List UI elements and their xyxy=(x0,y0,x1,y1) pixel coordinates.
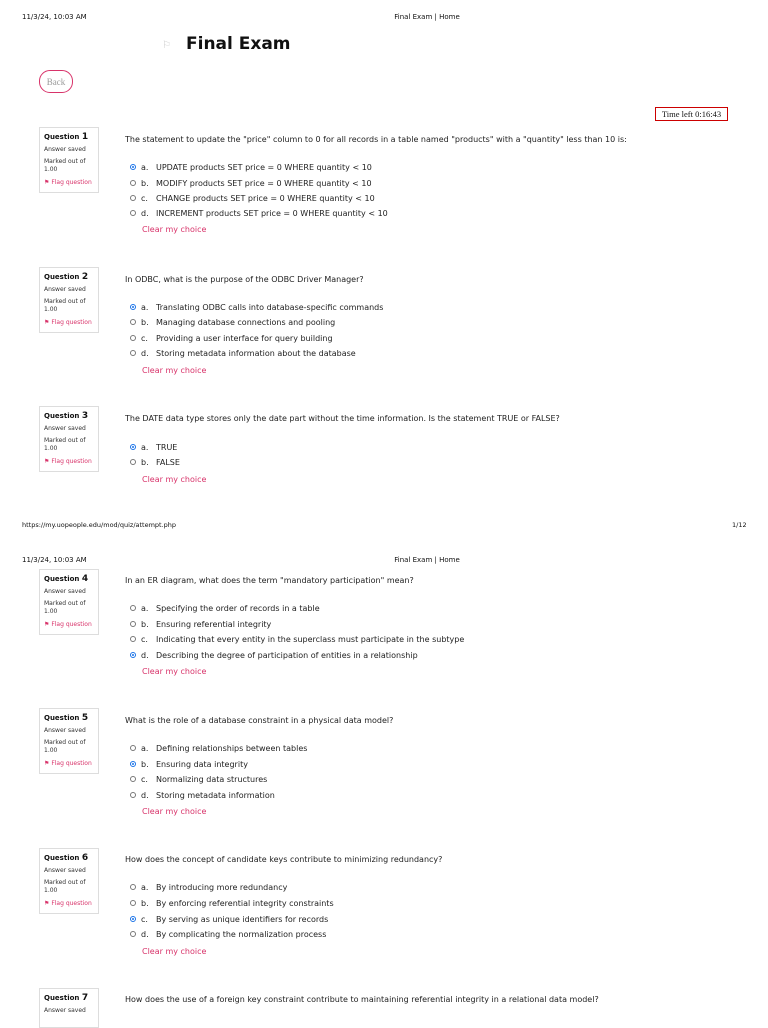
question-text-2: In ODBC, what is the purpose of the ODBC Driver Manager? xyxy=(125,275,364,284)
print-header-2 xyxy=(0,556,768,570)
question-state: Answer saved xyxy=(44,286,86,293)
option-3a[interactable]: a. TRUE xyxy=(130,441,177,453)
radio[interactable] xyxy=(130,210,136,216)
question-state: Answer saved xyxy=(44,146,86,153)
option-6a[interactable]: a. By introducing more redundancy xyxy=(130,881,287,893)
print-page-number: 1/12 xyxy=(732,521,747,529)
question-info-7 xyxy=(39,988,99,1028)
radio[interactable] xyxy=(130,195,136,201)
question-number: Question 4 xyxy=(44,574,89,584)
question-info-5 xyxy=(39,708,99,774)
question-number: Question 7 xyxy=(44,993,89,1003)
question-info-6 xyxy=(39,848,99,914)
option-5d[interactable]: d. Storing metadata information xyxy=(130,789,275,801)
option-1a[interactable]: a. UPDATE products SET price = 0 WHERE quantity < 10 xyxy=(130,161,372,173)
radio-selected[interactable] xyxy=(130,304,136,310)
clear-choice-link-5[interactable]: Clear my choice xyxy=(142,807,207,816)
flag-icon: ⚑ xyxy=(44,621,50,628)
option-3b[interactable]: b. FALSE xyxy=(130,456,180,468)
clear-choice-link-4[interactable]: Clear my choice xyxy=(142,667,207,676)
option-1d[interactable]: d. INCREMENT products SET price = 0 WHERE quantity < 10 xyxy=(130,207,388,219)
flag-question-link[interactable]: ⚑ Flag question xyxy=(44,621,92,628)
option-4c[interactable]: c. Indicating that every entity in the superclass must participate in the subtype xyxy=(130,633,464,645)
flag-question-link[interactable]: ⚑ Flag question xyxy=(44,319,92,326)
option-1c[interactable]: c. CHANGE products SET price = 0 WHERE quantity < 10 xyxy=(130,192,375,204)
flag-icon: ⚑ xyxy=(44,179,50,186)
option-5a[interactable]: a. Defining relationships between tables xyxy=(130,742,307,754)
flag-icon: ⚑ xyxy=(44,900,50,907)
flag-question-link[interactable]: ⚑ Flag question xyxy=(44,760,92,767)
option-4d[interactable]: d. Describing the degree of participation of entities in a relationship xyxy=(130,649,418,661)
question-state: Answer saved xyxy=(44,727,86,734)
question-state: Answer saved xyxy=(44,867,86,874)
question-number: Question 5 xyxy=(44,713,89,723)
radio-selected[interactable] xyxy=(130,761,136,767)
question-info-4 xyxy=(39,569,99,635)
radio-selected[interactable] xyxy=(130,444,136,450)
option-2c[interactable]: c. Providing a user interface for query building xyxy=(130,332,333,344)
print-datetime: 11/3/24, 10:03 AM xyxy=(22,13,87,21)
question-text-4: In an ER diagram, what does the term "mandatory participation" mean? xyxy=(125,576,414,585)
option-4a[interactable]: a. Specifying the order of records in a table xyxy=(130,602,320,614)
question-info-2 xyxy=(39,267,99,333)
time-left-timer: Time left 0:16:43 xyxy=(655,107,728,121)
question-info-3 xyxy=(39,406,99,472)
radio-selected[interactable] xyxy=(130,164,136,170)
question-grade: Marked out of 1.00 xyxy=(44,298,86,313)
question-grade: Marked out of 1.00 xyxy=(44,600,86,615)
radio-selected[interactable] xyxy=(130,652,136,658)
question-text-3: The DATE data type stores only the date part without the time information. Is the statement TRUE or FALSE? xyxy=(125,414,560,423)
flag-icon: ⚑ xyxy=(44,319,50,326)
option-4b[interactable]: b. Ensuring referential integrity xyxy=(130,618,271,630)
print-header xyxy=(0,13,768,27)
question-grade: Marked out of 1.00 xyxy=(44,879,86,894)
flag-icon: ⚑ xyxy=(44,760,50,767)
question-number: Question 6 xyxy=(44,853,89,863)
question-text-1: The statement to update the "price" column to 0 for all records in a table named "products" with a "quantity" less than 10 is: xyxy=(125,135,627,144)
radio[interactable] xyxy=(130,884,136,890)
question-grade: Marked out of 1.00 xyxy=(44,437,86,452)
question-grade: Marked out of 1.00 xyxy=(44,739,86,754)
option-1b[interactable]: b. MODIFY products SET price = 0 WHERE quantity < 10 xyxy=(130,177,372,189)
quiz-icon: ⚐ xyxy=(162,40,171,51)
option-6c[interactable]: c. By serving as unique identifiers for records xyxy=(130,913,328,925)
radio[interactable] xyxy=(130,350,136,356)
radio[interactable] xyxy=(130,745,136,751)
flag-question-link[interactable]: ⚑ Flag question xyxy=(44,458,92,465)
radio[interactable] xyxy=(130,605,136,611)
radio[interactable] xyxy=(130,180,136,186)
question-text-7: How does the use of a foreign key constraint contribute to maintaining referential integrity in a relational data model? xyxy=(125,995,599,1004)
option-6b[interactable]: b. By enforcing referential integrity constraints xyxy=(130,897,334,909)
question-number: Question 3 xyxy=(44,411,89,421)
back-button[interactable]: Back xyxy=(39,70,73,93)
question-state: Answer saved xyxy=(44,425,86,432)
flag-icon: ⚑ xyxy=(44,458,50,465)
question-number: Question 1 xyxy=(44,132,89,142)
radio[interactable] xyxy=(130,459,136,465)
clear-choice-link-1[interactable]: Clear my choice xyxy=(142,225,207,234)
option-2d[interactable]: d. Storing metadata information about the database xyxy=(130,347,356,359)
flag-question-link[interactable]: ⚑ Flag question xyxy=(44,900,92,907)
print-url: https://my.uopeople.edu/mod/quiz/attempt.php xyxy=(22,521,177,529)
radio[interactable] xyxy=(130,776,136,782)
question-text-5: What is the role of a database constraint in a physical data model? xyxy=(125,716,394,725)
radio[interactable] xyxy=(130,335,136,341)
question-state: Answer saved xyxy=(44,1007,86,1014)
radio[interactable] xyxy=(130,621,136,627)
radio[interactable] xyxy=(130,636,136,642)
option-6d[interactable]: d. By complicating the normalization process xyxy=(130,928,326,940)
option-2b[interactable]: b. Managing database connections and pooling xyxy=(130,316,335,328)
clear-choice-link-6[interactable]: Clear my choice xyxy=(142,947,207,956)
question-text-6: How does the concept of candidate keys contribute to minimizing redundancy? xyxy=(125,855,443,864)
radio[interactable] xyxy=(130,319,136,325)
question-number: Question 2 xyxy=(44,272,89,282)
clear-choice-link-3[interactable]: Clear my choice xyxy=(142,475,207,484)
print-page-title: Final Exam | Home xyxy=(394,13,460,21)
clear-choice-link-2[interactable]: Clear my choice xyxy=(142,366,207,375)
flag-question-link[interactable]: ⚑ Flag question xyxy=(44,179,92,186)
radio[interactable] xyxy=(130,792,136,798)
print-datetime: 11/3/24, 10:03 AM xyxy=(22,556,87,564)
print-page-title: Final Exam | Home xyxy=(394,556,460,564)
option-5b[interactable]: b. Ensuring data integrity xyxy=(130,758,248,770)
option-5c[interactable]: c. Normalizing data structures xyxy=(130,773,267,785)
radio[interactable] xyxy=(130,900,136,906)
radio[interactable] xyxy=(130,931,136,937)
question-info-1 xyxy=(39,127,99,193)
radio-selected[interactable] xyxy=(130,916,136,922)
question-state: Answer saved xyxy=(44,588,86,595)
question-grade: Marked out of 1.00 xyxy=(44,158,86,173)
page-title: Final Exam xyxy=(186,34,291,54)
option-2a[interactable]: a. Translating ODBC calls into database-specific commands xyxy=(130,301,383,313)
